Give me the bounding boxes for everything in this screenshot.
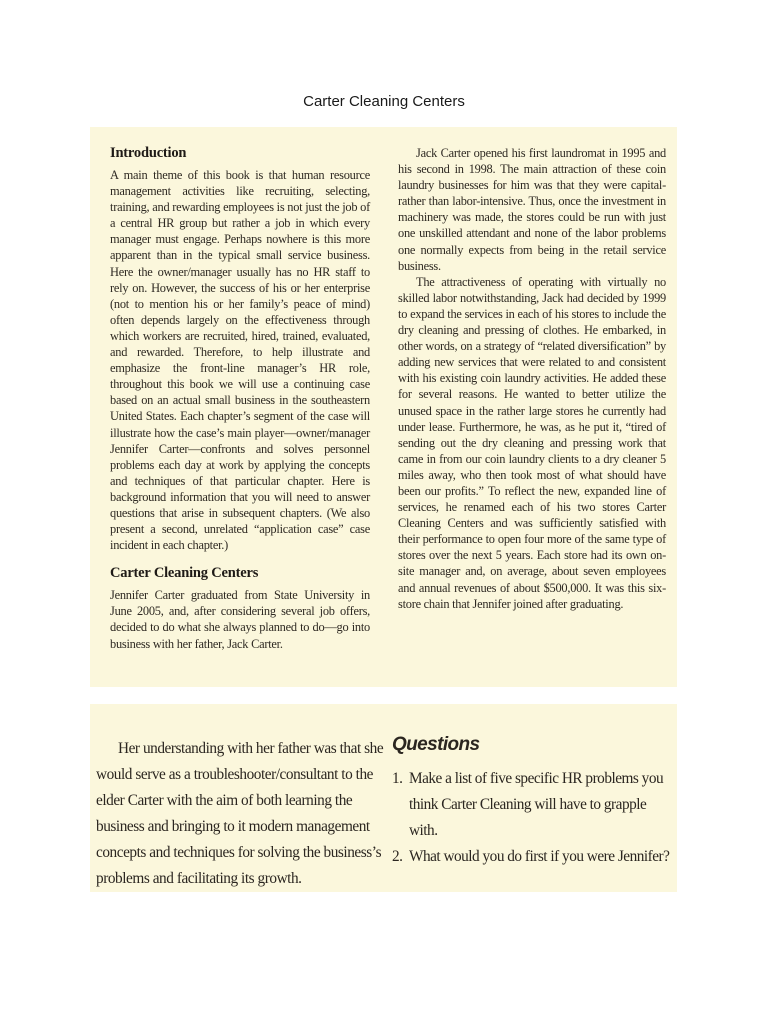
question-text: What would you do first if you were Jennifer? [409,848,670,865]
introduction-heading: Introduction [110,145,187,161]
right-column [398,145,666,612]
question-item [392,844,677,870]
question-text: Make a list of five specific HR problems you think Carter Cleaning will have to grapple with. [409,770,664,839]
question-item [392,766,677,844]
question-number: 2. [392,848,403,865]
expansion-paragraph: The attractiveness of operating with virtually no skilled labor notwithstanding, Jack had decided by 1999 to expand the services in each of his stores to include the dry cleaning and pressing of clothes. He embarked, in other words, on a strategy of “related diversification” by adding new services that were related to and consistent with his existing coin laundry activities. He added these for several reasons. He wanted to better utilize the unused space in the rather large stores he currently had under lease. Furthermore, he was, as he put it, “tired of sending out the dry cleaning and pressing work that came in from our coin laundry clients to a dry cleaner 5 miles away, who then took most of what should have been our profits.” To reflect the new, expanded line of services, he renamed each of his two stores Carter Cleaning Centers and was sufficiently satisfied with their performance to open four more of the same type of stores over the next 5 years. Each store had its own on-site manager and, on average, about seven employees and annual revenues of about $500,000. It was this six-store chain that Jennifer joined after graduating. [398,274,666,611]
carter-cleaning-centers-heading: Carter Cleaning Centers [110,565,259,582]
questions-heading: Questions [392,734,480,755]
history-paragraph: Jack Carter opened his first laundromat in 1995 and his second in 1998. The main attraction of these coin laundry businesses for him was that they were capital- rather than labor-intensive. Thus, once the investment in machinery was made, the stores could be run with just one unskilled attendant and none of the labor problems one normally expects from being in the retail service business. [398,146,666,273]
introduction-paragraph: A main theme of this book is that human resource management activities like recruiting, selecting, training, and rewarding employees is not just the job of a central HR group but rather a job in which every manager must engage. Perhaps nowhere is this more apparent than in the typical small service business. Here the owner/manager usually has no HR staff to rely on. However, the success of his or her enterprise (not to mention his or her family’s peace of mind) often depends largely on the effectiveness through which workers are recruited, hired, trained, evaluated, and rewarded. Therefore, to help illustrate and emphasize the front-line manager’s HR role, throughout this book we will use a continuing case based on an actual small business in the southeastern United States. Each chapter’s segment of the case will illustrate how the case’s main player—owner/manager Jennifer Carter—confronts and solves personnel problems each day at work by applying the concepts and techniques of that particular chapter. Here is background information that you will need to answer questions that arise in subsequent chapters. (We also present a second, unrelated “application case” case incident in each chapter.) [110,168,370,553]
questions-section [392,734,677,870]
understanding-text [96,736,386,892]
book-excerpt-top [90,127,677,687]
understanding-paragraph: Her understanding with her father was that she would serve as a troubleshooter/consultant to the elder Carter with the aim of both learning the business and bringing to it modern management concepts and techniques for solving the business’s problems and facilitating its growth. [96,740,384,887]
questions-list [392,766,677,870]
carter-cleaning-centers-paragraph: Jennifer Carter graduated from State University in June 2005, and, after considering several job offers, decided to do what she always planned to do—go into business with her father, Jack Carter. [110,588,370,651]
left-column [110,145,370,652]
book-excerpt-bottom [90,704,677,892]
page-title: Carter Cleaning Centers [303,93,465,110]
question-number: 1. [392,770,403,787]
